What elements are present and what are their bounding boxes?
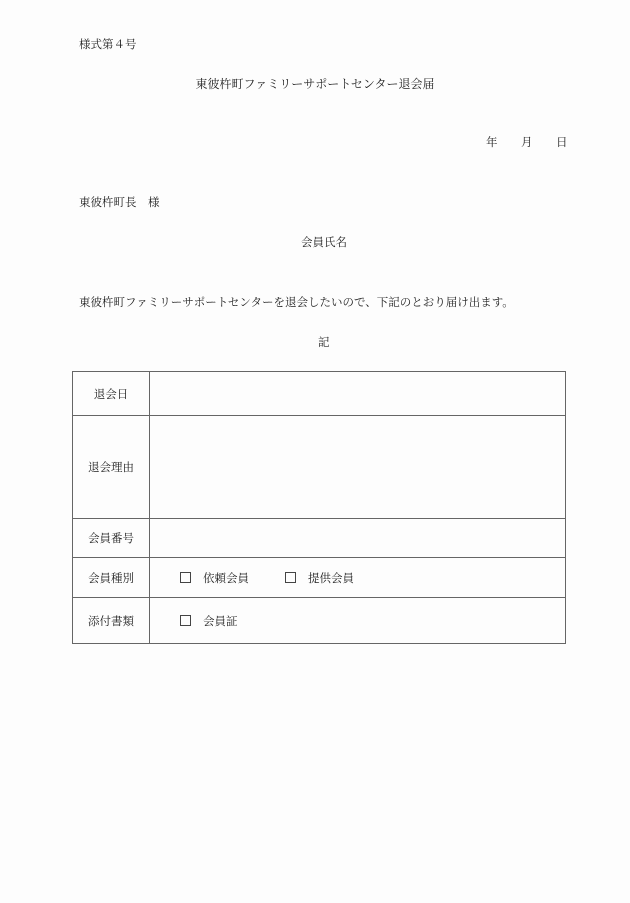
addressee: 東彼杵町長 様 — [79, 195, 160, 209]
option-label: 依頼会員 — [203, 570, 249, 585]
table-row — [73, 372, 566, 416]
table-row — [73, 558, 566, 598]
reason-field[interactable] — [150, 416, 566, 519]
member-number-label: 会員番号 — [73, 519, 150, 558]
checkbox-icon[interactable] — [180, 615, 191, 626]
option-membership-card[interactable] — [180, 613, 238, 629]
attachments-options — [150, 598, 566, 644]
ki-heading: 記 — [318, 335, 330, 349]
document-title: 東彼杵町ファミリーサポートセンター退会届 — [195, 77, 435, 91]
withdraw-date-field[interactable] — [150, 372, 566, 416]
option-label: 提供会員 — [308, 570, 354, 585]
form-number: 様式第４号 — [79, 37, 137, 51]
form-table — [72, 371, 566, 644]
withdraw-date-label: 退会日 — [73, 372, 150, 416]
table-row — [73, 416, 566, 519]
option-label: 会員証 — [203, 613, 238, 628]
date-day: 日 — [556, 135, 568, 149]
member-type-label: 会員種別 — [73, 558, 150, 598]
date-year: 年 — [486, 135, 498, 149]
checkbox-icon[interactable] — [180, 572, 191, 583]
reason-label: 退会理由 — [73, 416, 150, 519]
member-number-field[interactable] — [150, 519, 566, 558]
option-requesting-member[interactable] — [180, 570, 249, 586]
checkbox-icon[interactable] — [285, 572, 296, 583]
table-row — [73, 519, 566, 558]
declaration-text: 東彼杵町ファミリーサポートセンターを退会したいので、下記のとおり届け出ます。 — [79, 295, 514, 309]
attachments-label: 添付書類 — [73, 598, 150, 644]
date-month: 月 — [521, 135, 533, 149]
option-providing-member[interactable] — [285, 570, 354, 586]
member-type-options — [150, 558, 566, 598]
member-name-label: 会員氏名 — [301, 235, 347, 249]
table-row — [73, 598, 566, 644]
